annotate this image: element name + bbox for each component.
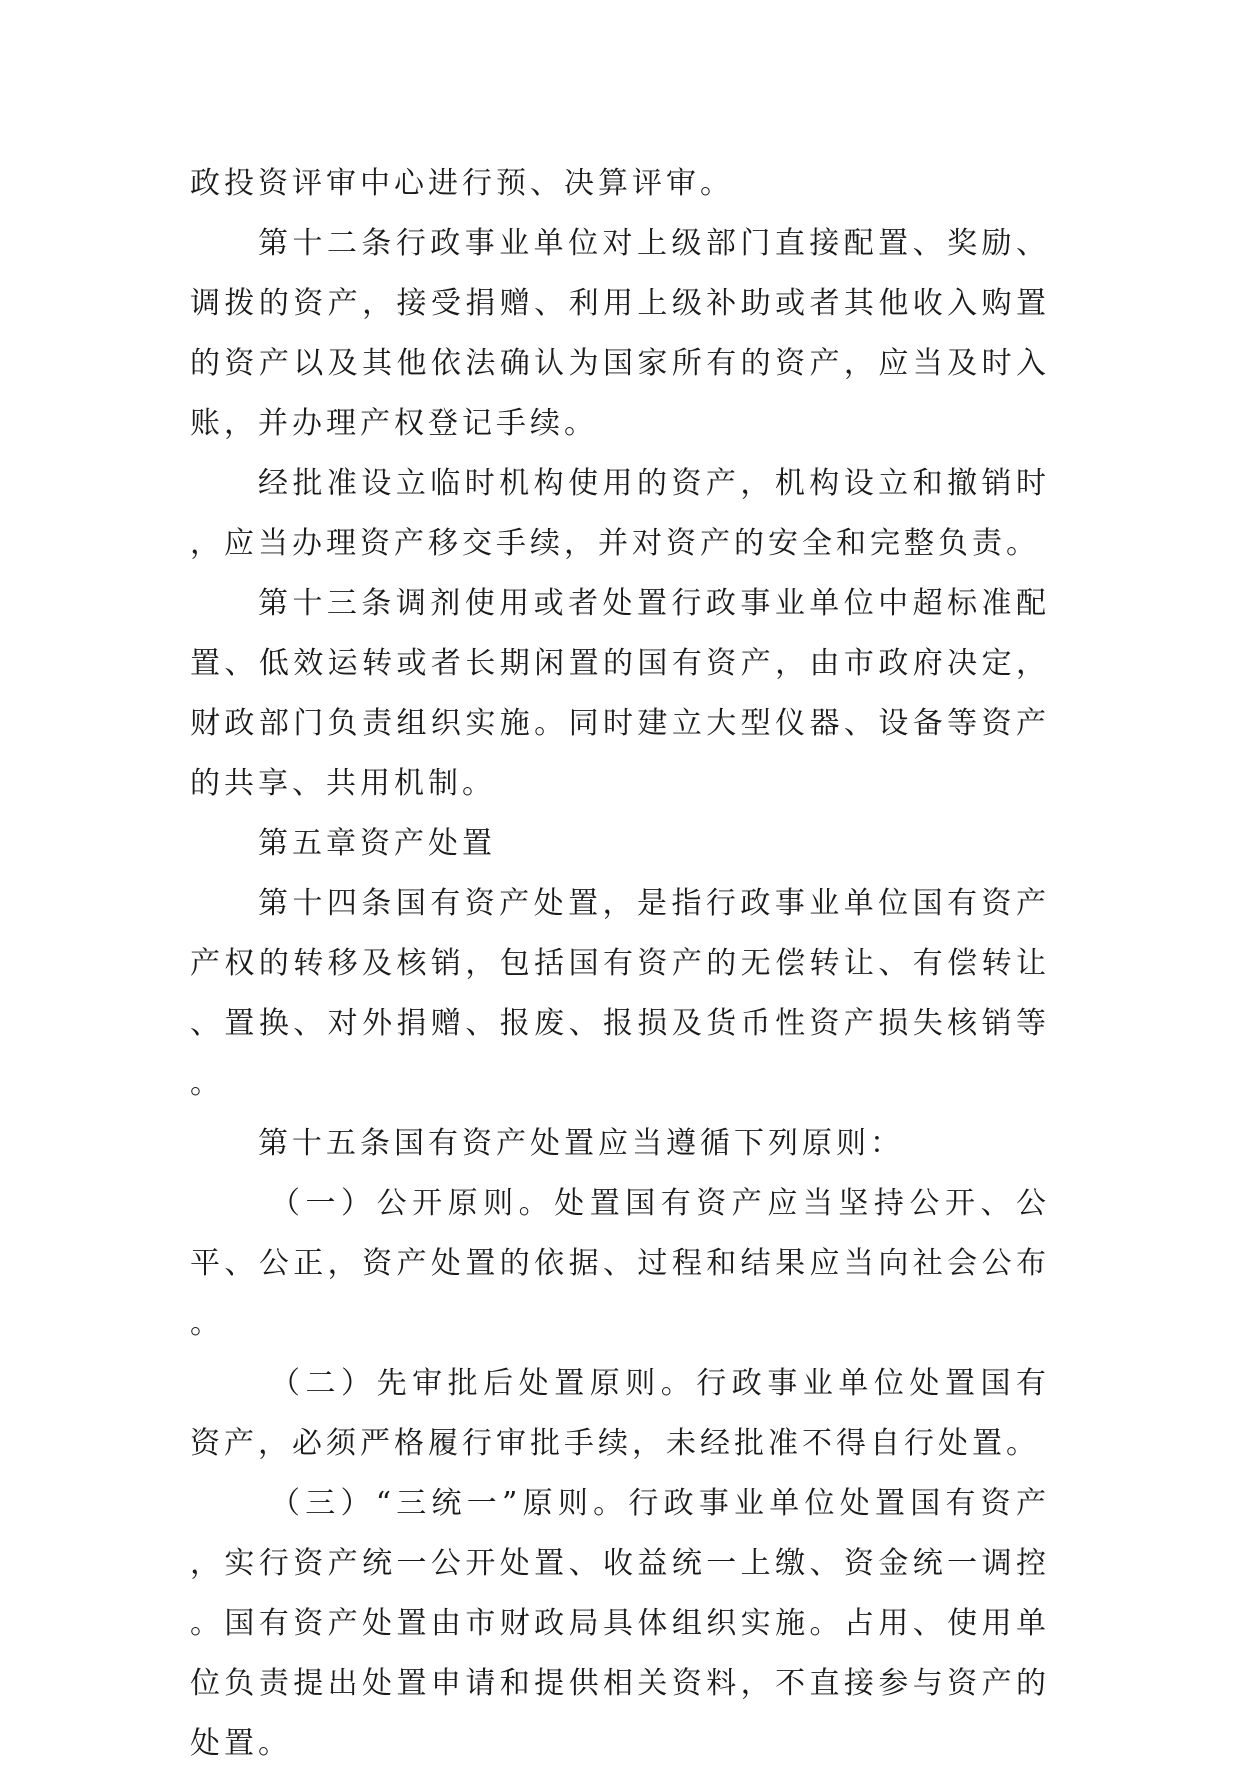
paragraph-article-15: 第十五条国有资产处置应当遵循下列原则：: [258, 1126, 904, 1161]
paragraph-article-13: 第十三条调剂使用或者处置行政事业单位中超标准配置、低效运转或者长期闲置的国有资产，由市政府决定，财政部门负责组织实施。同时建立大型仪器、设备等资产的共享、共用机制。: [190, 586, 1050, 801]
document-body: [190, 154, 1050, 1774]
chapter-heading: 第五章资产处置: [258, 826, 496, 861]
paragraph-temporary-institution: 经批准设立临时机构使用的资产，机构设立和撤销时，应当办理资产移交手续，并对资产的安全和完整负责。: [190, 466, 1050, 561]
paragraph-continuation: 政投资评审中心进行预、决算评审。: [190, 166, 734, 201]
paragraph-principle-1: （一）公开原则。处置国有资产应当坚持公开、公平、公正，资产处置的依据、过程和结果应当向社会公布。: [190, 1186, 1050, 1341]
paragraph-principle-2: （二）先审批后处置原则。行政事业单位处置国有资产，必须严格履行审批手续，未经批准不得自行处置。: [190, 1366, 1050, 1461]
paragraph-article-14: 第十四条国有资产处置，是指行政事业单位国有资产产权的转移及核销，包括国有资产的无偿转让、有偿转让、置换、对外捐赠、报废、报损及货币性资产损失核销等。: [190, 886, 1050, 1101]
paragraph-article-12: 第十二条行政事业单位对上级部门直接配置、奖励、调拨的资产，接受捐赠、利用上级补助或者其他收入购置的资产以及其他依法确认为国家所有的资产，应当及时入账，并办理产权登记手续。: [190, 226, 1050, 441]
paragraph-principle-3: （三）“三统一”原则。行政事业单位处置国有资产，实行资产统一公开处置、收益统一上缴、资金统一调控。国有资产处置由市财政局具体组织实施。占用、使用单位负责提出处置申请和提供相关资料，不直接参与资产的处置。: [190, 1486, 1050, 1761]
